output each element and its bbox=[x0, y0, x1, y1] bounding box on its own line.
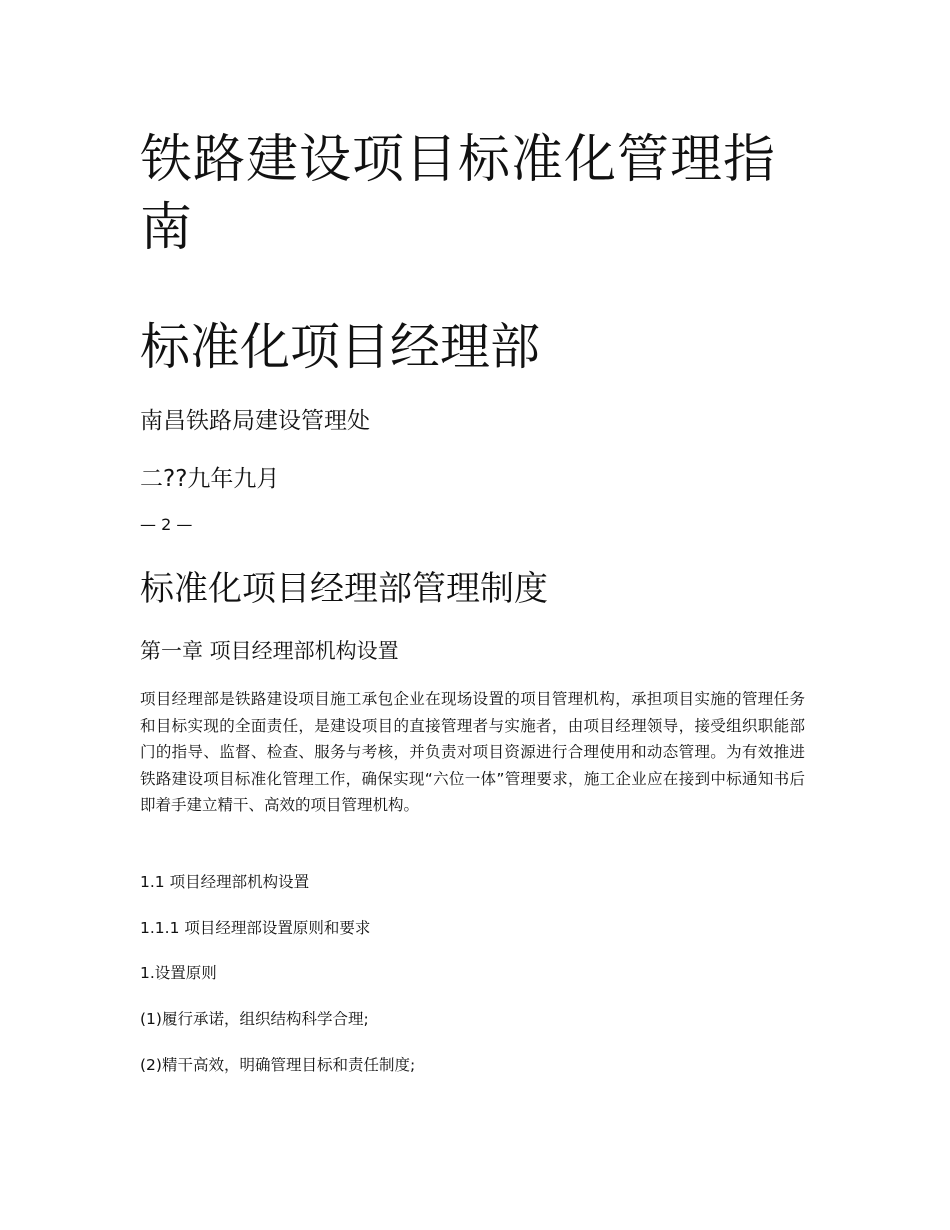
list-item: (1)履行承诺，组织结构科学合理; bbox=[140, 1010, 369, 1028]
document-date: 二??九年九月 bbox=[140, 466, 280, 492]
intro-paragraph: 项目经理部是铁路建设项目施工承包企业在现场设置的项目管理机构，承担项目实施的管理任务和目标实现的全面责任，是建设项目的直接管理者与实施者，由项目经理领导，接受组织职能部门的指导、监督、检查、服务与考核，并负责对项目资源进行合理使用和动态管理。为有效推进铁路建设项目标准化管理工作，确保实现“六位一体”管理要求，施工企业应在接到中标通知书后即着手建立精干、高效的项目管理机构。 bbox=[140, 690, 805, 814]
subsubsection-heading: 1.1.1 项目经理部设置原则和要求 bbox=[140, 919, 371, 937]
page-number: — 2 — bbox=[140, 515, 193, 534]
document-subtitle: 标准化项目经理部 bbox=[140, 318, 540, 376]
list-item: (2)精干高效，明确管理目标和责任制度; bbox=[140, 1056, 416, 1074]
subsection-heading: 1.1 项目经理部机构设置 bbox=[140, 873, 310, 891]
section-title: 标准化项目经理部管理制度 bbox=[140, 569, 548, 609]
organization-name: 南昌铁路局建设管理处 bbox=[140, 408, 370, 434]
document-title: 铁路建设项目标准化管理指南 bbox=[140, 130, 777, 258]
chapter-title: 第一章 项目经理部机构设置 bbox=[140, 639, 399, 663]
document-page bbox=[140, 0, 810, 1230]
list-heading: 1.设置原则 bbox=[140, 964, 217, 982]
